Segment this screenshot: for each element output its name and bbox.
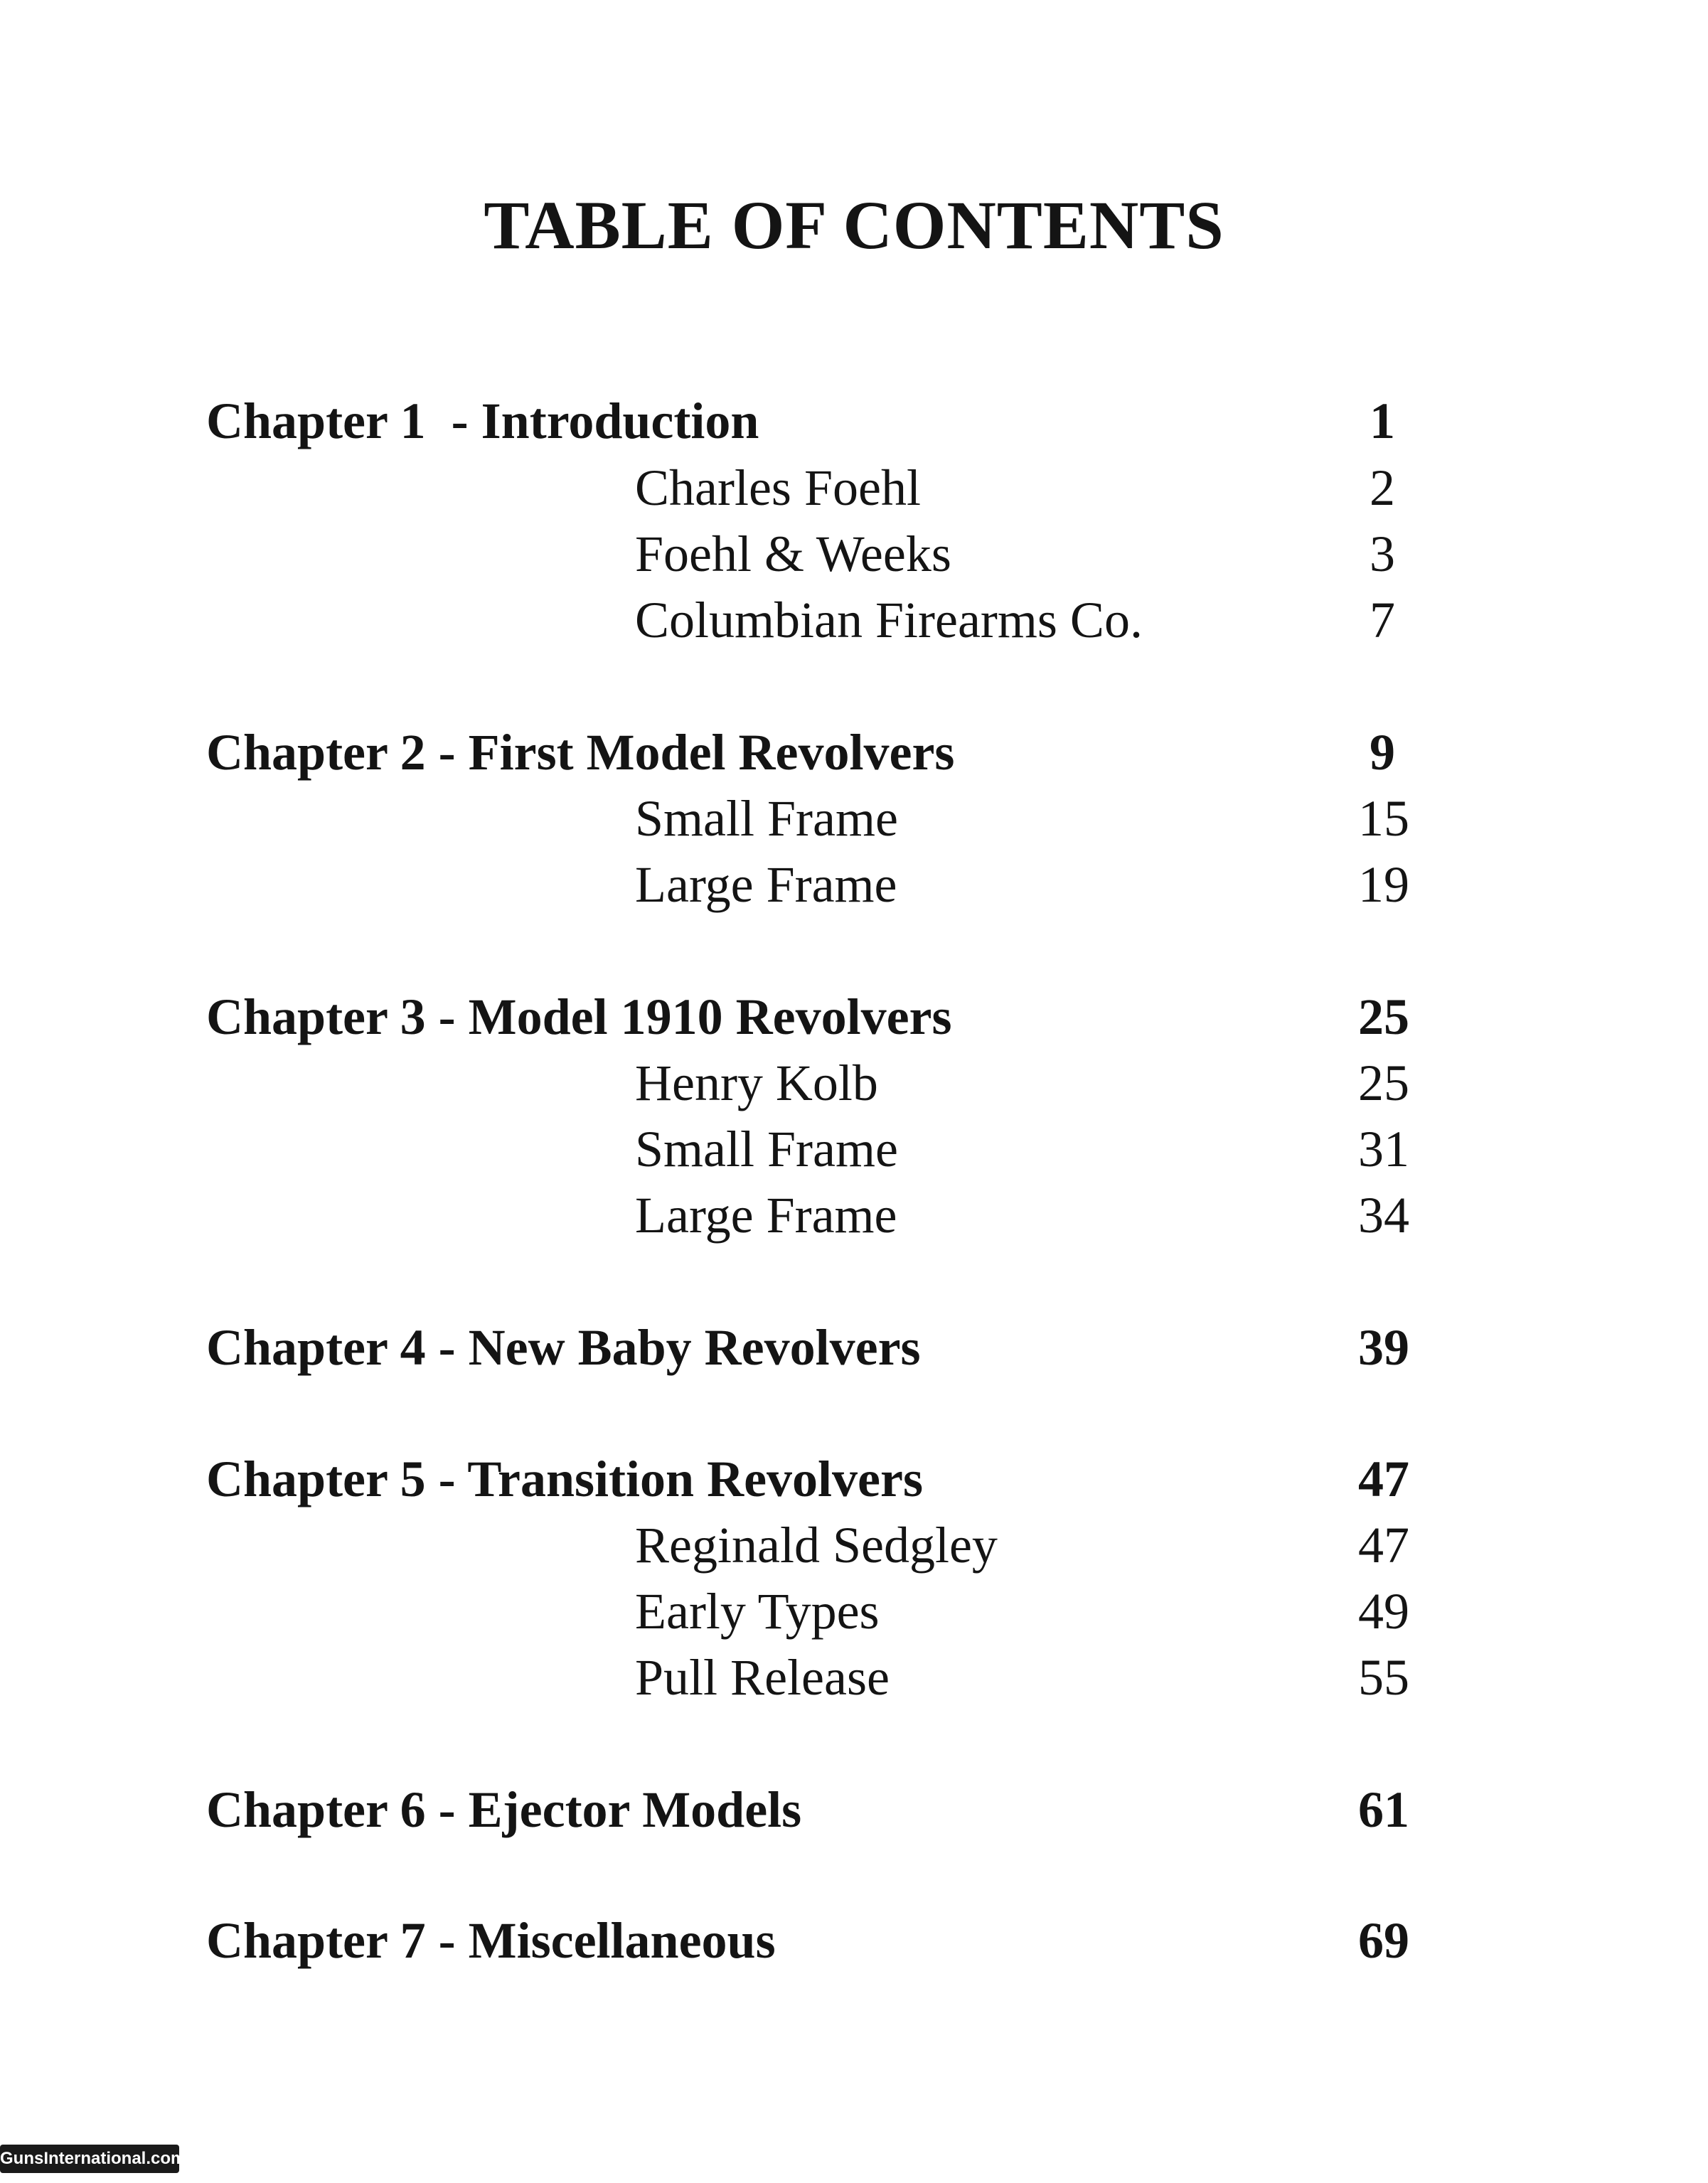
page-number: 69 (1358, 1912, 1409, 1969)
section-title: Columbian Firearms Co. (635, 592, 1143, 649)
section-title: Pull Release (635, 1649, 890, 1706)
page-number: 47 (1358, 1451, 1409, 1507)
toc-chapter-7 (0, 1908, 1708, 1973)
chapter-title: Chapter 3 - Model 1910 Revolvers (206, 988, 952, 1045)
page-number: 19 (1358, 856, 1409, 913)
toc-chapter-6 (0, 1777, 1708, 1842)
page-number: 34 (1358, 1187, 1409, 1244)
page-number: 61 (1358, 1781, 1409, 1838)
toc-section (0, 852, 1708, 917)
chapter-title: Chapter 2 - First Model Revolvers (206, 724, 955, 781)
watermark-logo: GunsInternational.com (0, 2145, 179, 2173)
page-number: 1 (1370, 393, 1395, 449)
toc-section (0, 1645, 1708, 1710)
toc-section (0, 1183, 1708, 1248)
toc-chapter-1 (0, 388, 1708, 454)
page-number: 31 (1358, 1121, 1409, 1178)
section-title: Henry Kolb (635, 1055, 878, 1111)
chapter-title: Chapter 7 - Miscellaneous (206, 1912, 776, 1969)
section-title: Large Frame (635, 856, 897, 913)
page-number: 55 (1358, 1649, 1409, 1706)
section-title: Early Types (635, 1583, 880, 1640)
page-number: 3 (1370, 525, 1395, 582)
toc-section (0, 521, 1708, 587)
section-title: Foehl & Weeks (635, 525, 951, 582)
section-title: Reginald Sedgley (635, 1517, 998, 1574)
section-title: Large Frame (635, 1187, 897, 1244)
toc-chapter-4 (0, 1315, 1708, 1380)
toc-chapter-2 (0, 720, 1708, 785)
toc-section (0, 1512, 1708, 1578)
toc-section (0, 1050, 1708, 1116)
toc-chapter-5 (0, 1446, 1708, 1512)
page-number: 47 (1358, 1517, 1409, 1574)
page-number: 15 (1358, 790, 1409, 847)
section-title: Small Frame (635, 1121, 898, 1178)
page-number: 2 (1370, 459, 1395, 516)
toc-chapter-3 (0, 984, 1708, 1050)
chapter-title: Chapter 6 - Ejector Models (206, 1781, 802, 1838)
toc-section (0, 1579, 1708, 1644)
page-number: 9 (1370, 724, 1395, 781)
page-number: 25 (1358, 988, 1409, 1045)
page-number: 49 (1358, 1583, 1409, 1640)
toc-section (0, 455, 1708, 521)
section-title: Charles Foehl (635, 459, 921, 516)
page-number: 7 (1370, 592, 1395, 649)
page-number: 39 (1358, 1319, 1409, 1376)
chapter-title: Chapter 4 - New Baby Revolvers (206, 1319, 921, 1376)
toc-section (0, 1116, 1708, 1182)
chapter-title: Chapter 5 - Transition Revolvers (206, 1451, 923, 1507)
page-number: 25 (1358, 1055, 1409, 1111)
chapter-title: Chapter 1 - Introduction (206, 393, 759, 449)
toc-section (0, 587, 1708, 653)
page-title: TABLE OF CONTENTS (484, 187, 1224, 263)
section-title: Small Frame (635, 790, 898, 847)
toc-section (0, 786, 1708, 851)
